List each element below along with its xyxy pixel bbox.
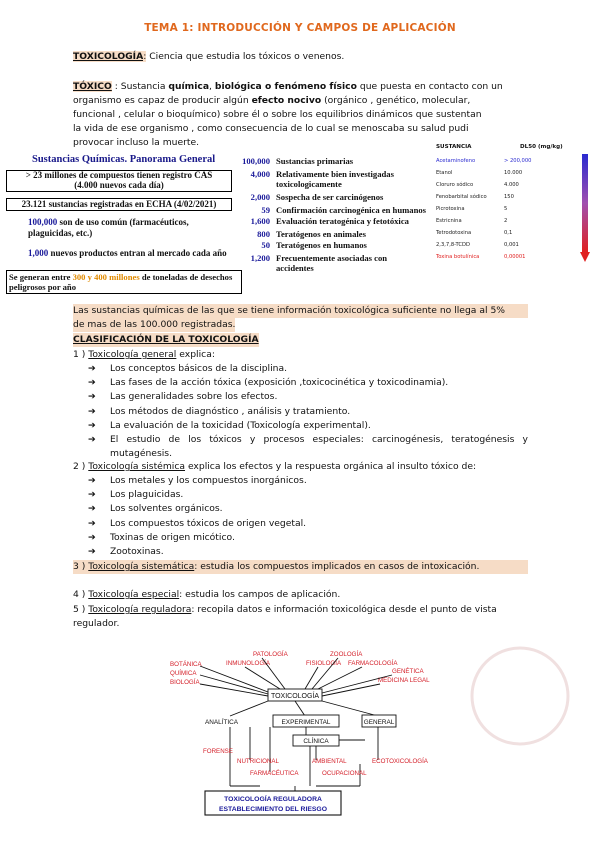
panorama-row-num: 1,600 [250,216,270,226]
dl50-value: 2 [504,218,508,224]
nuevos-text: nuevos productos entran al mercado cada año [50,248,227,258]
desechos-box [6,270,242,294]
section-rest: : estudia los campos de aplicación. [179,589,341,600]
list-item-text: Los métodos de diagnóstico , análisis y tratamiento. [110,405,351,417]
panorama-row-text: Sustancias primarias [276,156,354,166]
list-item-text: Los metales y los compuestos inorgánicos. [110,475,307,486]
dl50-row [436,230,576,236]
diagram-label-inmunologia: INMUNOLOGÍA [226,660,271,667]
arrow-icon: ➔ [88,377,96,389]
panorama-row-num: 800 [257,229,270,239]
section-3 [73,560,528,574]
nuevos-productos [28,248,228,259]
cas-box-line: > 23 millones de compuestos tienen registro CAS [25,170,213,180]
dl50-value: 150 [504,194,514,200]
list-item-text: Zootoxinas. [110,546,164,557]
arrow-icon: ➔ [88,503,96,515]
list-item [88,390,277,404]
section-1 [73,348,215,362]
section-num: 1 ) [73,349,86,360]
diagram-label-general: GENERAL [363,719,395,726]
desechos-highlight: 300 y 400 millones [72,272,140,282]
section-name: Toxicología general [88,349,177,360]
list-item-text: La evaluación de la toxicidad (Toxicología experimental). [110,419,371,431]
dl50-table [430,144,598,284]
panorama-row-num: 50 [261,240,270,250]
diagram-label-clinica: CLÍNICA [303,738,329,745]
arrow-icon: ➔ [88,419,96,431]
arrow-icon: ➔ [88,546,96,557]
panorama-row-text: Frecuentemente asociadas con accidentes [276,253,388,273]
section-num: 5 ) [73,604,86,615]
panorama-row [232,216,432,226]
toxicologia-definition [73,50,344,64]
panorama-row-num: 2,000 [250,192,270,202]
dl50-substance: Cloruro sódico [436,182,474,188]
list-item [88,405,350,419]
toxicity-gradient-bar [578,152,592,264]
panorama-title: Sustancias Químicas. Panorama General [32,154,216,165]
list-item-text: Los conceptos básicos de la disciplina. [110,363,288,374]
dl50-row [436,194,576,200]
toxico-text: efecto nocivo [251,95,322,106]
arrow-icon: ➔ [88,405,96,417]
panorama-row-num: 1,200 [250,253,270,263]
diagram-label-farmaceutica: FARMACÉUTICA [250,770,299,777]
diagram-reguladora-line1: TOXICOLOGÍA REGULADORA [224,796,322,803]
list-item-text: Los compuestos tóxicos de origen vegetal. [110,517,307,529]
toxico-text: provocar incluso la muerte. [73,137,200,148]
toxico-text: (orgánico , genético, molecular, [324,95,471,106]
arrow-icon: ➔ [88,434,96,445]
dl50-value: 0,1 [504,230,513,236]
panorama-row-text: Evaluación teratogénica y fetotóxica [276,216,409,226]
list-item [88,531,235,545]
arrow-icon: ➔ [88,391,96,403]
section-rest: regulador. [73,618,120,629]
dl50-substance: Toxina botulínica [436,254,480,260]
dl50-row [436,158,576,164]
section-name: Toxicología sistemática [88,561,195,572]
panorama-row [232,156,432,166]
list-item-text: Toxinas de origen micótico. [110,531,235,543]
info-note [73,304,528,318]
list-item [88,376,448,390]
diagram-label-farmacologia: FARMACOLOGÍA [348,660,398,667]
panorama-row-text: Relativamente bien investigadas toxicologicamente [276,169,394,189]
panorama-row-text: Teratógenos en animales [276,229,366,239]
section-name: Toxicología reguladora [88,604,192,615]
info-note-line: Las sustancias químicas de las que se tiene información toxicológica suficiente no llega al 5% [73,305,506,316]
list-item-text: Los plaguicidas. [110,489,184,501]
dl50-value: 0,00001 [504,254,526,260]
panorama-row [232,240,432,250]
diagram-label-nutricional: NUTRICIONAL [237,758,279,765]
dl50-row [436,182,576,188]
diagram-label-ocupacional: OCUPACIONAL [322,770,367,777]
uso-num: 100,000 [28,217,58,227]
list-item [88,362,287,376]
section-num: 4 ) [73,589,86,600]
cas-box-line: (4.000 nuevos cada día) [74,179,164,190]
diagram-label-medicina-legal: MEDICINA LEGAL [378,677,430,684]
panorama-row [232,169,432,189]
list-item [88,502,223,516]
dl50-substance: Picrotoxina [436,206,465,212]
dl50-substance: Fenobarbital sódico [436,194,487,200]
diagram-label-botanica: BOTÁNICA [170,661,202,668]
desechos-text: de toneladas de desechos peligrosos por año [9,272,233,292]
diagram-label-experimental: EXPERIMENTAL [281,719,331,726]
dl50-substance: Estricnina [436,218,462,224]
toxico-text: : Sustancia [114,81,166,92]
arrow-icon: ➔ [88,475,96,486]
panorama-row-num: 4,000 [250,169,270,179]
panorama-row [232,205,432,215]
diagram-label-ambiental: AMBIENTAL [312,758,347,765]
dl50-substance: Acetaminofeno [436,158,476,164]
diagram-label-ecotoxicologia: ECOTOXICOLOGÍA [372,758,428,765]
section-num: 3 ) [73,561,86,572]
diagram-label-fisiologia: FISIOLOGÍA [306,660,342,667]
panorama-row [232,229,432,239]
list-item [88,474,307,488]
dl50-substance: Etanol [436,170,453,176]
diagram-label-quimica: QUÍMICA [170,670,197,677]
toxicologia-term: TOXICOLOGÍA [73,51,144,62]
arrow-icon: ➔ [88,517,96,529]
arrow-icon: ➔ [88,531,96,543]
dl50-substance: Tetrodotoxina [436,230,472,236]
list-item-text: Las generalidades sobre los efectos. [110,391,278,403]
nuevos-num: 1,000 [28,248,49,258]
list-item-text: mutagénesis. [110,448,173,460]
dl50-row [436,170,576,176]
dl50-value: 4.000 [504,182,519,188]
diagram-center-label: TOXICOLOGÍA [270,693,320,700]
section-5 [73,603,528,631]
section-rest: explica los efectos y la respuesta orgánica al insulto tóxico de: [187,461,477,472]
section-name: Toxicología sistémica [88,461,186,472]
list-item [88,419,371,433]
toxicologia-def: Ciencia que estudia los tóxicos o venenos. [149,51,345,62]
list-item-text: El estudio de los tóxicos y procesos especiales: carcinogénesis, teratogénesis y [110,434,528,445]
dl50-row [436,242,576,248]
cas-box [6,170,232,192]
panorama-row-num: 100,000 [242,156,270,166]
toxico-text: biológica o fenómeno físico [214,81,357,92]
list-item [88,517,306,531]
page-title: TEMA 1: INTRODUCCIÓN Y CAMPOS DE APLICACIÓN [144,22,456,34]
arrow-icon: ➔ [88,363,96,374]
panorama-figure [0,144,600,292]
section-2 [73,460,476,474]
section-num: 2 ) [73,461,86,472]
toxico-text: que puesta en contacto con un [359,81,503,92]
panorama-row-text: Sospecha de ser carcinógenos [276,192,384,202]
section-rest: : recopila datos e información toxicológica desde el punto de vista [191,604,497,615]
dl50-value: 5 [504,206,508,212]
dl50-row [436,206,576,212]
section-name: Toxicología especial [88,589,180,600]
dl50-header-value: DL50 (mg/kg) [520,144,563,150]
section-rest: : estudia los compuestos implicados en casos de intoxicación. [194,561,480,572]
dl50-row [436,218,576,224]
dl50-row [436,254,576,260]
list-item-text: Los solventes orgánicos. [110,503,223,515]
dl50-substance: 2,3,7,8-TCDD [436,242,471,248]
clasificacion-title: CLASIFICACIÓN DE LA TOXICOLOGÍA [73,334,259,345]
toxico-text: organismo es capaz de producir algún [73,95,249,106]
diagram-label-genetica: GENÉTICA [392,668,424,675]
toxico-term: TÓXICO [73,81,112,92]
dl50-value: 10.000 [504,170,523,176]
dl50-header-substance: SUSTANCIA [436,144,472,150]
diagram-label-forense: FORENSE [203,748,233,755]
echa-box: 23.121 sustancias registradas en ECHA (4/02/2021) [6,198,232,211]
desechos-text: Se generan entre [9,272,71,282]
uso-text: son de uso común (farmacéuticos, plaguicidas, etc.) [28,217,189,238]
info-note-line: de mas de las 100.000 registradas. [73,319,236,330]
panorama-row-text: Teratógenos en humanos [276,240,367,250]
diagram-label-biologia: BIOLOGÍA [170,679,200,686]
watermark-seal [472,648,568,744]
arrow-icon: ➔ [88,489,96,501]
toxico-text: química [168,81,210,92]
toxico-text: , [209,81,212,92]
diagram-label-patologia: PATOLOGÍA [253,651,288,658]
dl50-value: > 200,000 [504,158,532,164]
uso-comun [28,217,228,239]
toxicology-diagram [0,636,600,848]
toxicologia-colon: : [143,51,147,62]
list-item [88,433,528,447]
section-4 [73,588,340,602]
panorama-row-text: Confirmación carcinogénica en humanos [276,205,426,215]
diagram-label-analitica: ANALÍTICA [205,719,239,726]
panorama-row [232,192,432,202]
panorama-row [232,253,432,273]
toxico-text: la vida de ese organismo , como consecuencia de lo cual se menoscaba su salud pudi [73,123,469,134]
list-item [88,488,183,502]
list-item [88,545,164,559]
section-rest: explica: [179,349,215,360]
diagram-reguladora-line2: ESTABLECIMIENTO DEL RIESGO [218,806,328,813]
toxico-definition [73,80,528,150]
dl50-value: 0,001 [504,242,519,248]
toxico-text: funcional , celular o bioquímico) sobre él o sobre los equilibrios dinámicos que sustentan [73,109,482,120]
list-item-text: Las fases de la acción tóxica (exposición ,toxicocinética y toxicodinamia). [110,377,449,389]
panorama-row-num: 59 [261,205,270,215]
diagram-label-zoologia: ZOOLOGÍA [330,651,363,658]
